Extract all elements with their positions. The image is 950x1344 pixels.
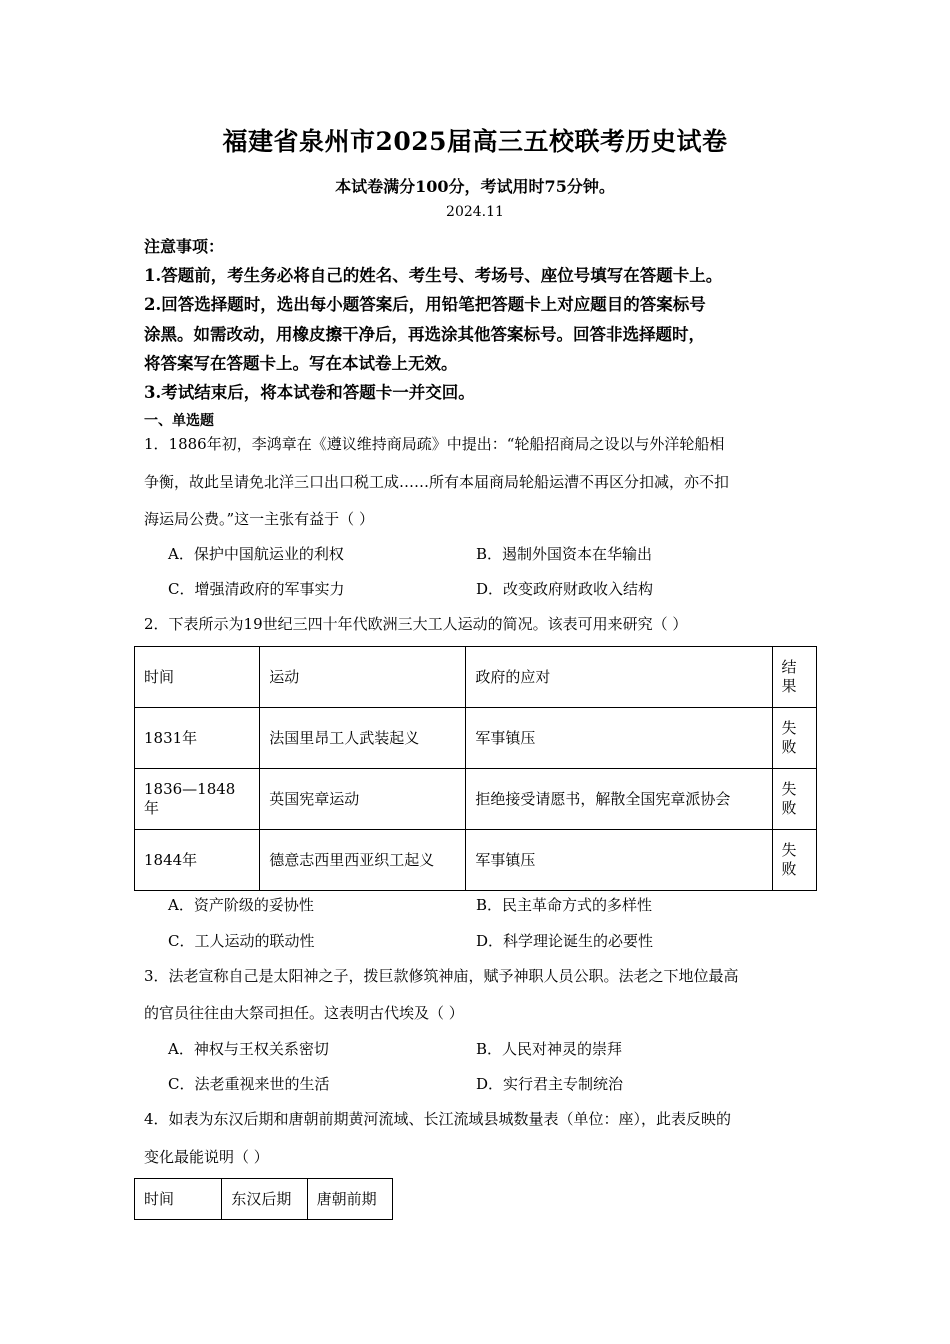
q4-stem-line-2: 变化最能说明（ ）: [144, 1148, 269, 1166]
table-cell: 1844年: [135, 830, 260, 891]
q2-option-d[interactable]: D．科学理论诞生的必要性: [476, 932, 654, 950]
notice-line-4: 将答案写在答题卡上。写在本试卷上无效。: [144, 354, 458, 373]
table-cell: 法国里昂工人武装起义: [260, 708, 466, 769]
q1-option-a[interactable]: A．保护中国航运业的利权: [168, 545, 344, 563]
q1-stem-line-2: 争衡，故此呈请免北洋三口出口税工成……所有本届商局轮船运漕不再区分扣减，亦不扣: [144, 473, 730, 491]
exam-date: 2024.11: [446, 204, 504, 220]
table-header-cell: 唐朝前期: [307, 1179, 392, 1220]
table-header-cell: 运动: [260, 647, 466, 708]
q2-table: [134, 646, 817, 891]
q2-option-b[interactable]: B．民主革命方式的多样性: [476, 896, 653, 914]
table-row: [135, 769, 817, 830]
section-heading: 一、单选题: [144, 413, 214, 429]
q3-stem-line-1: 3．法老宣称自己是太阳神之子，拨巨款修筑神庙，赋予神职人员公职。法老之下地位最高: [144, 967, 739, 985]
table-cell: 失败: [772, 769, 816, 830]
table-header-cell: 政府的应对: [466, 647, 772, 708]
table-cell: 德意志西里西亚织工起义: [260, 830, 466, 891]
table-cell: 拒绝接受请愿书，解散全国宪章派协会: [466, 769, 772, 830]
q3-stem-line-2: 的官员往往由大祭司担任。这表明古代埃及（ ）: [144, 1004, 464, 1022]
table-header-cell: 时间: [135, 647, 260, 708]
table-row: [135, 708, 817, 769]
q2-stem: 2．下表所示为19世纪三四十年代欧洲三大工人运动的简况。该表可用来研究（ ）: [144, 615, 688, 633]
table-header-row: [135, 1179, 393, 1220]
table-cell: 1836—1848年: [135, 769, 260, 830]
table-header-row: [135, 647, 817, 708]
table-cell: 军事镇压: [466, 830, 772, 891]
q1-stem-line-1: 1．1886年初，李鸿章在《遵议维持商局疏》中提出：“轮船招商局之设以与外洋轮船相: [144, 435, 725, 453]
table-cell: 1831年: [135, 708, 260, 769]
table-cell: 军事镇压: [466, 708, 772, 769]
q3-option-b[interactable]: B．人民对神灵的崇拜: [476, 1040, 623, 1058]
q4-stem-line-1: 4．如表为东汉后期和唐朝前期黄河流域、长江流域县城数量表（单位：座），此表反映的: [144, 1110, 732, 1128]
q1-option-d[interactable]: D．改变政府财政收入结构: [476, 580, 654, 598]
table-header-cell: 时间: [135, 1179, 222, 1220]
notice-line-5: 3.考试结束后，将本试卷和答题卡一并交回。: [144, 383, 475, 402]
q2-option-c[interactable]: C．工人运动的联动性: [168, 932, 315, 950]
q3-option-a[interactable]: A．神权与王权关系密切: [168, 1040, 329, 1058]
q2-option-a[interactable]: A．资产阶级的妥协性: [168, 896, 314, 914]
table-header-cell: 结果: [772, 647, 816, 708]
q1-option-c[interactable]: C．增强清政府的军事实力: [168, 580, 345, 598]
exam-subtitle: 本试卷满分100分，考试用时75分钟。: [335, 177, 615, 196]
q1-option-b[interactable]: B．遏制外国资本在华输出: [476, 545, 653, 563]
q1-stem-line-3: 海运局公费。”这一主张有益于（ ）: [144, 510, 374, 528]
q4-table: [134, 1178, 393, 1220]
notice-line-1: 1.答题前，考生务必将自己的姓名、考生号、考场号、座位号填写在答题卡上。: [144, 266, 723, 285]
table-row: [135, 830, 817, 891]
exam-title: 福建省泉州市2025届高三五校联考历史试卷: [222, 127, 728, 156]
table-header-cell: 东汉后期: [222, 1179, 307, 1220]
notice-heading: 注意事项：: [144, 237, 225, 256]
q3-option-d[interactable]: D．实行君主专制统治: [476, 1075, 624, 1093]
q3-option-c[interactable]: C．法老重视来世的生活: [168, 1075, 330, 1093]
table-cell: 英国宪章运动: [260, 769, 466, 830]
table-cell: 失败: [772, 708, 816, 769]
notice-line-2: 2.回答选择题时，选出每小题答案后，用铅笔把答题卡上对应题目的答案标号: [144, 295, 706, 314]
table-cell: 失败: [772, 830, 816, 891]
notice-line-3: 涂黑。如需改动，用橡皮擦干净后，再选涂其他答案标号。回答非选择题时，: [144, 325, 705, 344]
